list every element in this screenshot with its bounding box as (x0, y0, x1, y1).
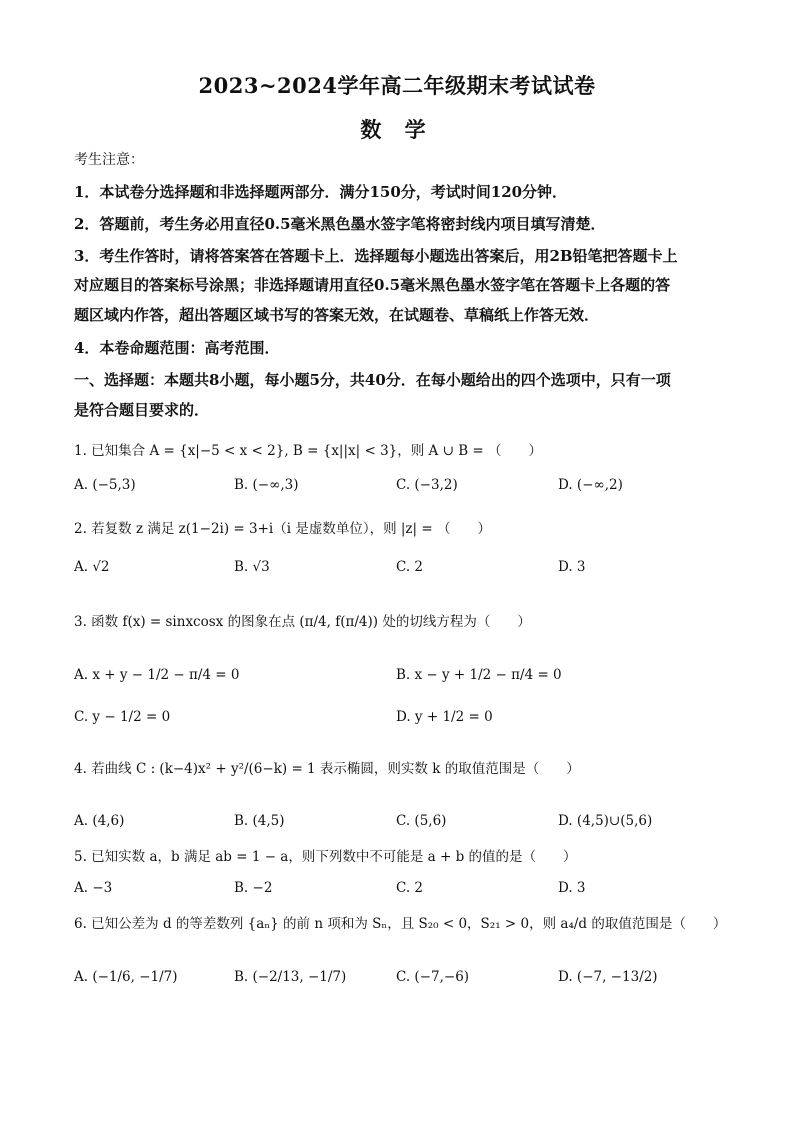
note-item-3-line-2: 对应题目的答案标号涂黑；非选择题请用直径0.5毫米黑色墨水签字笔在答题卡上各题的答 (74, 276, 671, 294)
question-4-option-a: A. (4,6) (74, 813, 125, 829)
question-3-option-c: C. y − 1/2 = 0 (74, 709, 171, 725)
question-3-option-d: D. y + 1/2 = 0 (396, 709, 493, 725)
question-1-stem: 1. 已知集合 A = {x|−5 < x < 2}, B = {x||x| < 3}，则 A ∪ B = （ ） (74, 443, 543, 459)
question-6-stem: 6. 已知公差为 d 的等差数列 {aₙ} 的前 n 项和为 Sₙ，且 S₂₀ < 0，S₂₁ > 0，则 a₄/d 的取值范围是（ ） (74, 916, 727, 932)
note-item-4: 4．本卷命题范围：高考范围． (74, 339, 280, 357)
note-item-2: 2．答题前，考生务必用直径0.5毫米黑色墨水签字笔将密封线内项目填写清楚． (74, 215, 606, 233)
question-2-option-b: B. √3 (234, 559, 270, 575)
question-1-option-b: B. (−∞,3) (234, 477, 299, 493)
question-2-option-a: A. √2 (74, 559, 110, 575)
question-5-option-a: A. −3 (74, 880, 113, 896)
question-5-option-b: B. −2 (234, 880, 273, 896)
question-4-option-c: C. (5,6) (396, 813, 447, 829)
note-item-1: 1．本试卷分选择题和非选择题两部分．满分150分，考试时间120分钟． (74, 183, 568, 201)
question-6-option-d: D. (−7, −13/2) (558, 969, 658, 985)
question-4-stem: 4. 若曲线 C : (k−4)x² + y²/(6−k) = 1 表示椭圆，则实数 k 的取值范围是（ ） (74, 761, 580, 777)
question-6-option-a: A. (−1/6, −1/7) (74, 969, 178, 985)
question-3-option-a: A. x + y − 1/2 − π/4 = 0 (74, 667, 240, 683)
exam-subject: 数 学 (360, 117, 434, 142)
section-heading-line-1: 一、选择题：本题共8小题，每小题5分，共40分．在每小题给出的四个选项中，只有一项 (74, 371, 671, 389)
question-5-stem: 5. 已知实数 a，b 满足 ab = 1 − a，则下列数中不可能是 a + b 的值的是（ ） (74, 849, 577, 865)
section-heading-line-2: 是符合题目要求的． (74, 401, 210, 419)
question-6-option-c: C. (−7,−6) (396, 969, 470, 985)
note-item-3-line-1: 3．考生作答时，请将答案答在答题卡上．选择题每小题选出答案后，用2B铅笔把答题卡上 (74, 247, 678, 265)
question-4-option-b: B. (4,5) (234, 813, 285, 829)
question-2-option-d: D. 3 (558, 559, 586, 575)
question-3-option-b: B. x − y + 1/2 − π/4 = 0 (396, 667, 562, 683)
question-1-option-c: C. (−3,2) (396, 477, 458, 493)
question-3-stem: 3. 函数 f(x) = sinxcosx 的图象在点 (π/4, f(π/4)) 处的切线方程为（ ） (74, 614, 531, 630)
question-2-stem: 2. 若复数 z 满足 z(1−2i) = 3+i（i 是虚数单位），则 |z| = （ ） (74, 521, 491, 537)
question-2-option-c: C. 2 (396, 559, 424, 575)
question-4-option-d: D. (4,5)∪(5,6) (558, 813, 653, 829)
exam-title: 2023~2024学年高二年级期末考试试卷 (198, 73, 596, 98)
notes-heading: 考生注意： (74, 152, 144, 168)
question-6-option-b: B. (−2/13, −1/7) (234, 969, 347, 985)
question-1-option-d: D. (−∞,2) (558, 477, 623, 493)
note-item-3-line-3: 题区域内作答，超出答题区域书写的答案无效，在试题卷、草稿纸上作答无效． (74, 306, 600, 324)
question-5-option-d: D. 3 (558, 880, 586, 896)
question-1-option-a: A. (−5,3) (74, 477, 136, 493)
question-5-option-c: C. 2 (396, 880, 424, 896)
